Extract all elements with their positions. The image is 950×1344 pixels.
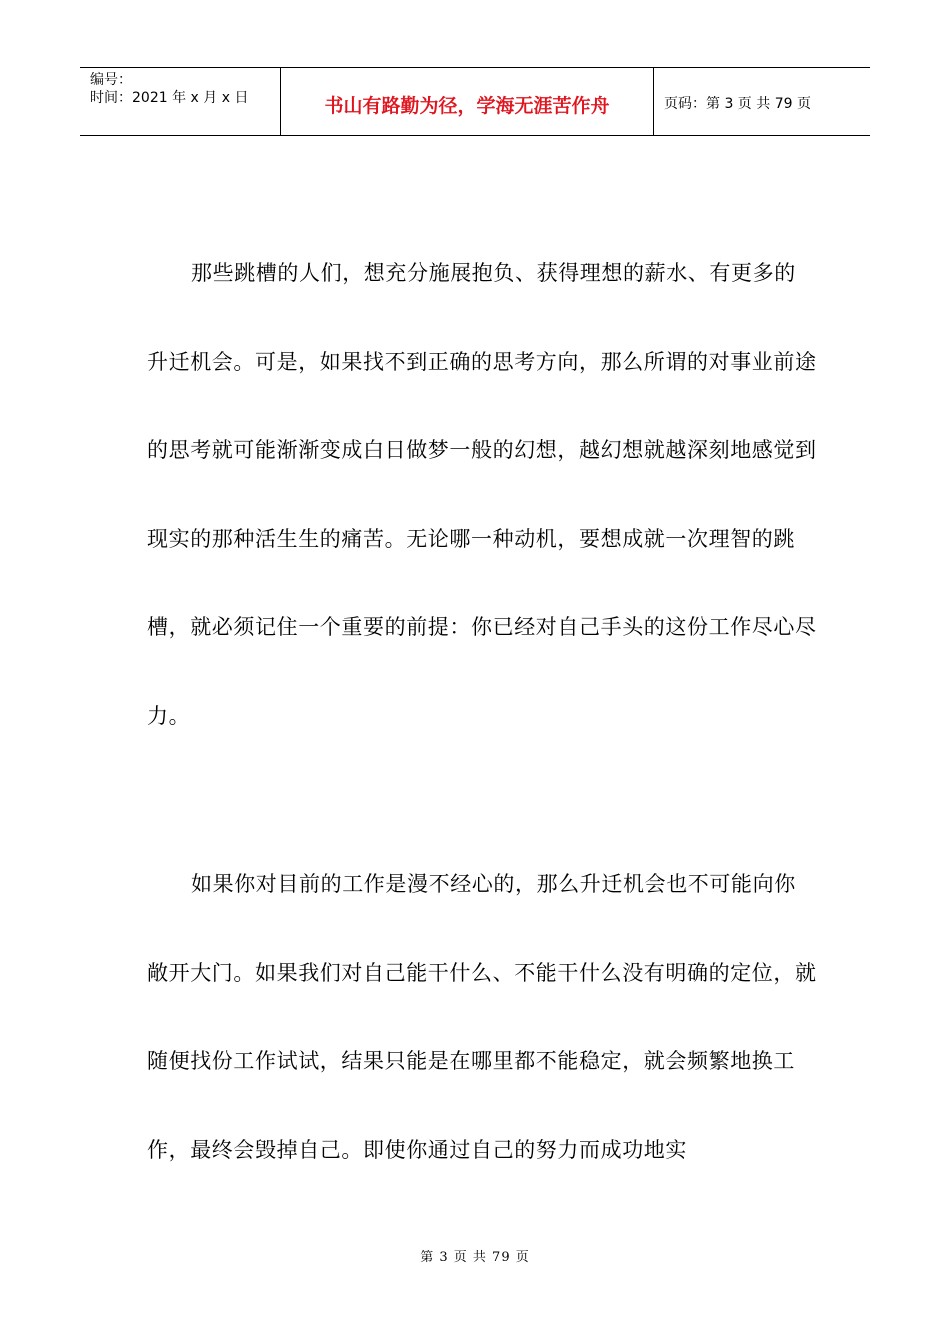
footer-page-number: 第 3 页 共 79 页 xyxy=(420,1250,530,1265)
paragraph xyxy=(147,840,817,1194)
page-footer xyxy=(0,1246,950,1265)
paragraph-text: 那些跳槽的人们，想充分施展抱负、获得理想的薪水、有更多的升迁机会。可是，如果找不到正确的思考方向，那么所谓的对事业前途的思考就可能渐渐变成白日做梦一般的幻想，越幻想就越深刻地感觉到现实的那种活生生的痛苦。无论哪一种动机，要想成就一次理智的跳槽，就必须记住一个重要的前提：你已经对自己手头的这份工作尽心尽力。 xyxy=(147,261,817,728)
paragraph-text: 如果你对目前的工作是漫不经心的，那么升迁机会也不可能向你敞开大门。如果我们对自己能干什么、不能干什么没有明确的定位，就随便找份工作试试，结果只能是在哪里都不能稳定，就会频繁地换工作，最终会毁掉自己。即使你通过自己的努力而成功地实 xyxy=(147,872,817,1162)
time-label: 时间：2021 年 x 月 x 日 xyxy=(90,90,249,106)
motto-text: 书山有路勤为径，学海无涯苦作舟 xyxy=(324,95,610,117)
page-info-text: 页码：第 3 页 共 79 页 xyxy=(664,95,811,112)
header-table xyxy=(80,67,870,136)
doc-number-label: 编号： xyxy=(90,72,132,88)
header-meta-cell xyxy=(80,68,281,135)
paragraph xyxy=(147,229,817,760)
motto-cell xyxy=(281,68,654,135)
page-info-cell xyxy=(654,68,870,135)
